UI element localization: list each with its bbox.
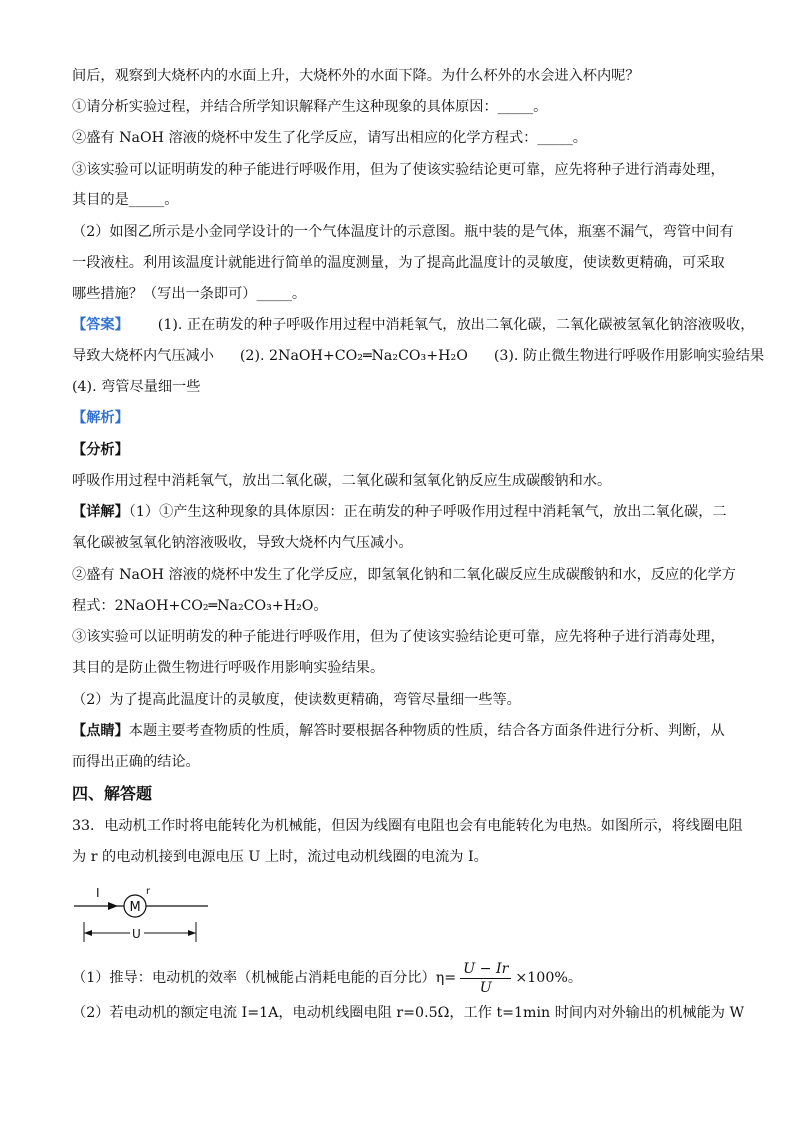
detail-line: 氧化碳被氢氧化钠溶液吸收，导致大烧杯内气压减小。: [72, 535, 413, 551]
answer-tag: 【答案】: [72, 317, 129, 333]
question-2: （2）如图乙所示是小金同学设计的一个气体温度计的示意图。瓶中装的是气体，瓶塞不漏气，弯管中间有: [72, 224, 734, 240]
text-line: 其目的是_____。: [72, 192, 179, 208]
detail-line: （2）为了提高此温度计的灵敏度，使读数更精确，弯管尽量细一些等。: [72, 692, 521, 708]
analysis-tag: 【解析】: [72, 410, 129, 426]
question-33-cont: 为 r 的电动机接到电源电压 U 上时，流过电动机线圈的电流为 I。: [72, 849, 488, 865]
derivation-suffix: ×100%。: [515, 970, 583, 986]
detail-tag: 【详解】: [72, 504, 129, 520]
text-line: 间后，观察到大烧杯内的水面上升，大烧杯外的水面下降。为什么杯外的水会进入杯内呢？: [72, 68, 640, 84]
detail-line: ②盛有 NaOH 溶液的烧杯中发生了化学反应，即氢氧化钠和二氧化碳反应生成碳酸钠和水，反应的化学方: [72, 567, 736, 583]
question-1-1: ①请分析实验过程，并结合所学知识解释产生这种现象的具体原因：_____。: [72, 99, 548, 115]
current-arrow: [108, 902, 118, 910]
question-33-1: [72, 958, 727, 998]
current-label: I: [96, 886, 100, 900]
text-line: 一段液柱。利用该温度计就能进行简单的温度测量，为了提高此温度计的灵敏度，使读数更精确，可采取: [72, 255, 725, 271]
answer-3: (3). 防止微生物进行呼吸作用影响实验结果: [493, 348, 765, 364]
resistance-label: r: [146, 886, 151, 897]
motor-label: M: [129, 900, 141, 915]
fraction-numerator: U − Ir: [460, 960, 511, 979]
voltage-arrow-right: [188, 930, 196, 936]
detail-line: ③该实验可以证明萌发的种子能进行呼吸作用，但为了使该实验结论更可靠，应先将种子进行消毒处理，: [72, 629, 725, 645]
text-line: 哪些措施？（写出一条即可）_____。: [72, 286, 307, 302]
analysis-text: 呼吸作用过程中消耗氧气，放出二氧化碳，二氧化碳和氢氧化钠反应生成碳酸钠和水。: [72, 473, 612, 489]
section-heading: 四、解答题: [72, 784, 153, 803]
derivation-prefix: （1）推导：电动机的效率（机械能占消耗电能的百分比）η=: [72, 970, 457, 986]
fenxi-tag: 【分析】: [72, 442, 129, 458]
question-33: 33．电动机工作时将电能转化为机械能，但因为线圈有电阻也会有电能转化为电热。如图所示，将线圈电阻: [72, 818, 743, 834]
answer-4: (4). 弯管尽量细一些: [72, 379, 201, 395]
question-33-2: （2）若电动机的额定电流 I=1A，电动机线圈电阻 r=0.5Ω，工作 t=1min 时间内对外输出的机械能为 W: [72, 1005, 745, 1021]
fraction-denominator: U: [479, 979, 492, 996]
detail-line: [72, 502, 727, 522]
question-1-3: ③该实验可以证明萌发的种子能进行呼吸作用，但为了使该实验结论更可靠，应先将种子进行消毒处理，: [72, 162, 725, 178]
answer-1-cont: 导致大烧杯内气压减小: [72, 348, 214, 364]
comment-text: 本题主要考查物质的性质，解答时要根据各种物质的性质，结合各方面条件进行分析、判断，从: [128, 723, 725, 739]
detail-line: 其目的是防止微生物进行呼吸作用影响实验结果。: [72, 660, 385, 676]
efficiency-fraction: [460, 960, 511, 997]
question-1-2: ②盛有 NaOH 溶液的烧杯中发生了化学反应，请写出相应的化学方程式：_____。: [72, 130, 587, 146]
voltage-label: U: [132, 927, 141, 941]
comment-line: 而得出正确的结论。: [72, 754, 200, 770]
comment-tag: 【点睛】: [72, 723, 129, 739]
detail-line: 程式：2NaOH+CO₂═Na₂CO₃+H₂O。: [72, 598, 328, 614]
answer-2: (2). 2NaOH+CO₂═Na₂CO₃+H₂O: [239, 348, 468, 364]
answer-line: [72, 315, 755, 335]
detail-text: （1）①产生这种现象的具体原因：正在萌发的种子呼吸作用过程中消耗氧气，放出二氧化碳，二: [128, 504, 727, 520]
comment-line: [72, 721, 727, 741]
voltage-arrow-left: [84, 930, 92, 936]
answer-line: [72, 346, 765, 366]
motor-circuit-diagram: [72, 878, 222, 946]
answer-1: (1). 正在萌发的种子呼吸作用过程中消耗氧气，放出二氧化碳，二氧化碳被氢氧化钠溶液吸收，: [157, 317, 755, 333]
